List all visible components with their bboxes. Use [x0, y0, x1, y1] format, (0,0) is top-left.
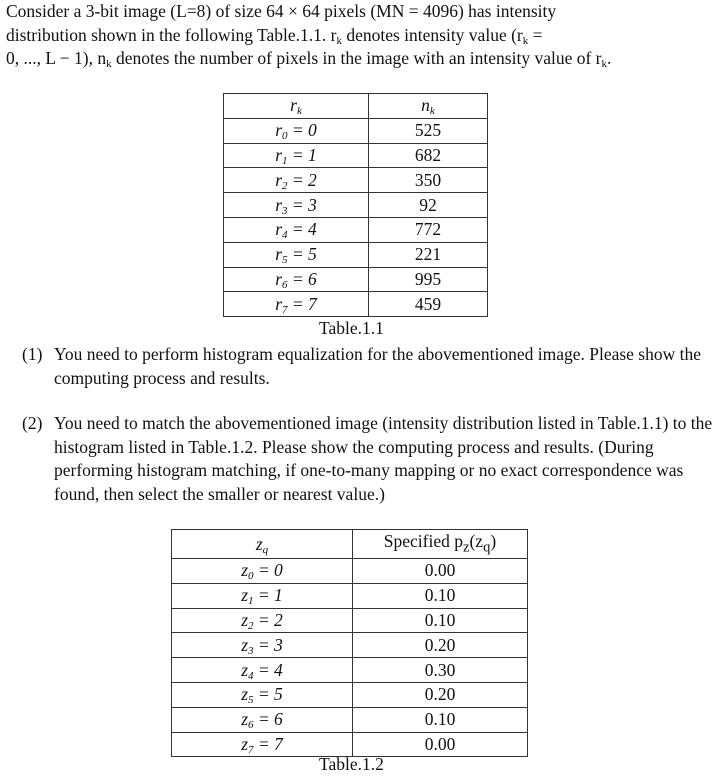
pixel-count-cell: 350	[369, 168, 488, 193]
probability-cell: 0.00	[353, 559, 528, 584]
question-2-number: (2)	[22, 413, 43, 433]
probability-cell: 0.00	[353, 732, 528, 757]
specified-histogram-table	[171, 529, 528, 757]
pixel-count-cell: 92	[369, 193, 488, 218]
intensity-cell: $r_6 = 6$	[224, 267, 369, 292]
intro-line-2: distribution shown in the following Table.1.1. $r_k$ denotes intensity value ($r_k$ =	[6, 24, 543, 47]
column-header-zq: $z_q$	[172, 530, 353, 559]
intensity-cell: $r_5 = 5$	[224, 242, 369, 267]
table-row	[224, 168, 488, 193]
level-cell: $z_2 = 2$	[172, 608, 353, 633]
table-row	[172, 583, 528, 608]
probability-cell: 0.10	[353, 583, 528, 608]
table-row	[224, 193, 488, 218]
table-header-row	[224, 94, 488, 119]
level-cell: $z_4 = 4$	[172, 658, 353, 683]
table-row	[172, 682, 528, 707]
question-1-number: (1)	[22, 344, 43, 364]
problem-intro	[6, 0, 722, 71]
probability-cell: 0.10	[353, 608, 528, 633]
intensity-cell: $r_4 = 4$	[224, 217, 369, 242]
probability-cell: 0.20	[353, 633, 528, 658]
column-header-nk: $n_k$	[369, 94, 488, 119]
level-cell: $z_7 = 7$	[172, 732, 353, 757]
pixel-count-cell: 682	[369, 143, 488, 168]
intensity-cell: $r_0 = 0$	[224, 118, 369, 143]
pixel-count-cell: 525	[369, 118, 488, 143]
question-1-text: You need to perform histogram equalization for the abovementioned image. Please show the computing process and results.	[54, 344, 702, 388]
probability-cell: 0.20	[353, 682, 528, 707]
table-row	[224, 217, 488, 242]
table-2-caption: Table.1.2	[319, 754, 384, 774]
level-cell: $z_3 = 3$	[172, 633, 353, 658]
table-row	[224, 242, 488, 267]
column-header-specified-pz: Specified $p_z(z_q)$	[353, 530, 528, 559]
table-row	[224, 267, 488, 292]
question-1	[22, 343, 722, 390]
probability-cell: 0.10	[353, 707, 528, 732]
column-header-rk: $r_k$	[224, 94, 369, 119]
table-row	[224, 118, 488, 143]
pixel-count-cell: 772	[369, 217, 488, 242]
table-row	[172, 658, 528, 683]
pixel-count-cell: 221	[369, 242, 488, 267]
table-row	[224, 292, 488, 317]
level-cell: $z_5 = 5$	[172, 682, 353, 707]
table-row	[172, 707, 528, 732]
pixel-count-cell: 995	[369, 267, 488, 292]
table-header-row	[172, 530, 528, 559]
table-row	[172, 608, 528, 633]
level-cell: $z_1 = 1$	[172, 583, 353, 608]
intensity-cell: $r_3 = 3$	[224, 193, 369, 218]
question-2	[22, 412, 722, 506]
intensity-cell: $r_7 = 7$	[224, 292, 369, 317]
intro-line-1: Consider a 3-bit image (L=8) of size 64 × 64 pixels (MN = 4096) has intensity	[6, 1, 557, 21]
intensity-cell: $r_1 = 1$	[224, 143, 369, 168]
intro-line-3: 0, ..., L − 1), $n_k$ denotes the number of pixels in the image with an intensity value of $r_k$.	[6, 48, 612, 70]
table-row	[172, 559, 528, 584]
question-2-text: You need to match the abovementioned image (intensity distribution listed in Table.1.1) to the histogram listed in Table.1.2. Please show the computing process and results. (During performing histogram matching, if one-to-many mapping or no exact correspondence was found, then select the smaller or nearest value.)	[54, 413, 713, 504]
table-1-caption: Table.1.1	[319, 318, 384, 338]
level-cell: $z_0 = 0$	[172, 559, 353, 584]
intensity-distribution-table	[223, 93, 488, 317]
table-row	[224, 143, 488, 168]
pixel-count-cell: 459	[369, 292, 488, 317]
table-row	[172, 633, 528, 658]
level-cell: $z_6 = 6$	[172, 707, 353, 732]
probability-cell: 0.30	[353, 658, 528, 683]
intensity-cell: $r_2 = 2$	[224, 168, 369, 193]
